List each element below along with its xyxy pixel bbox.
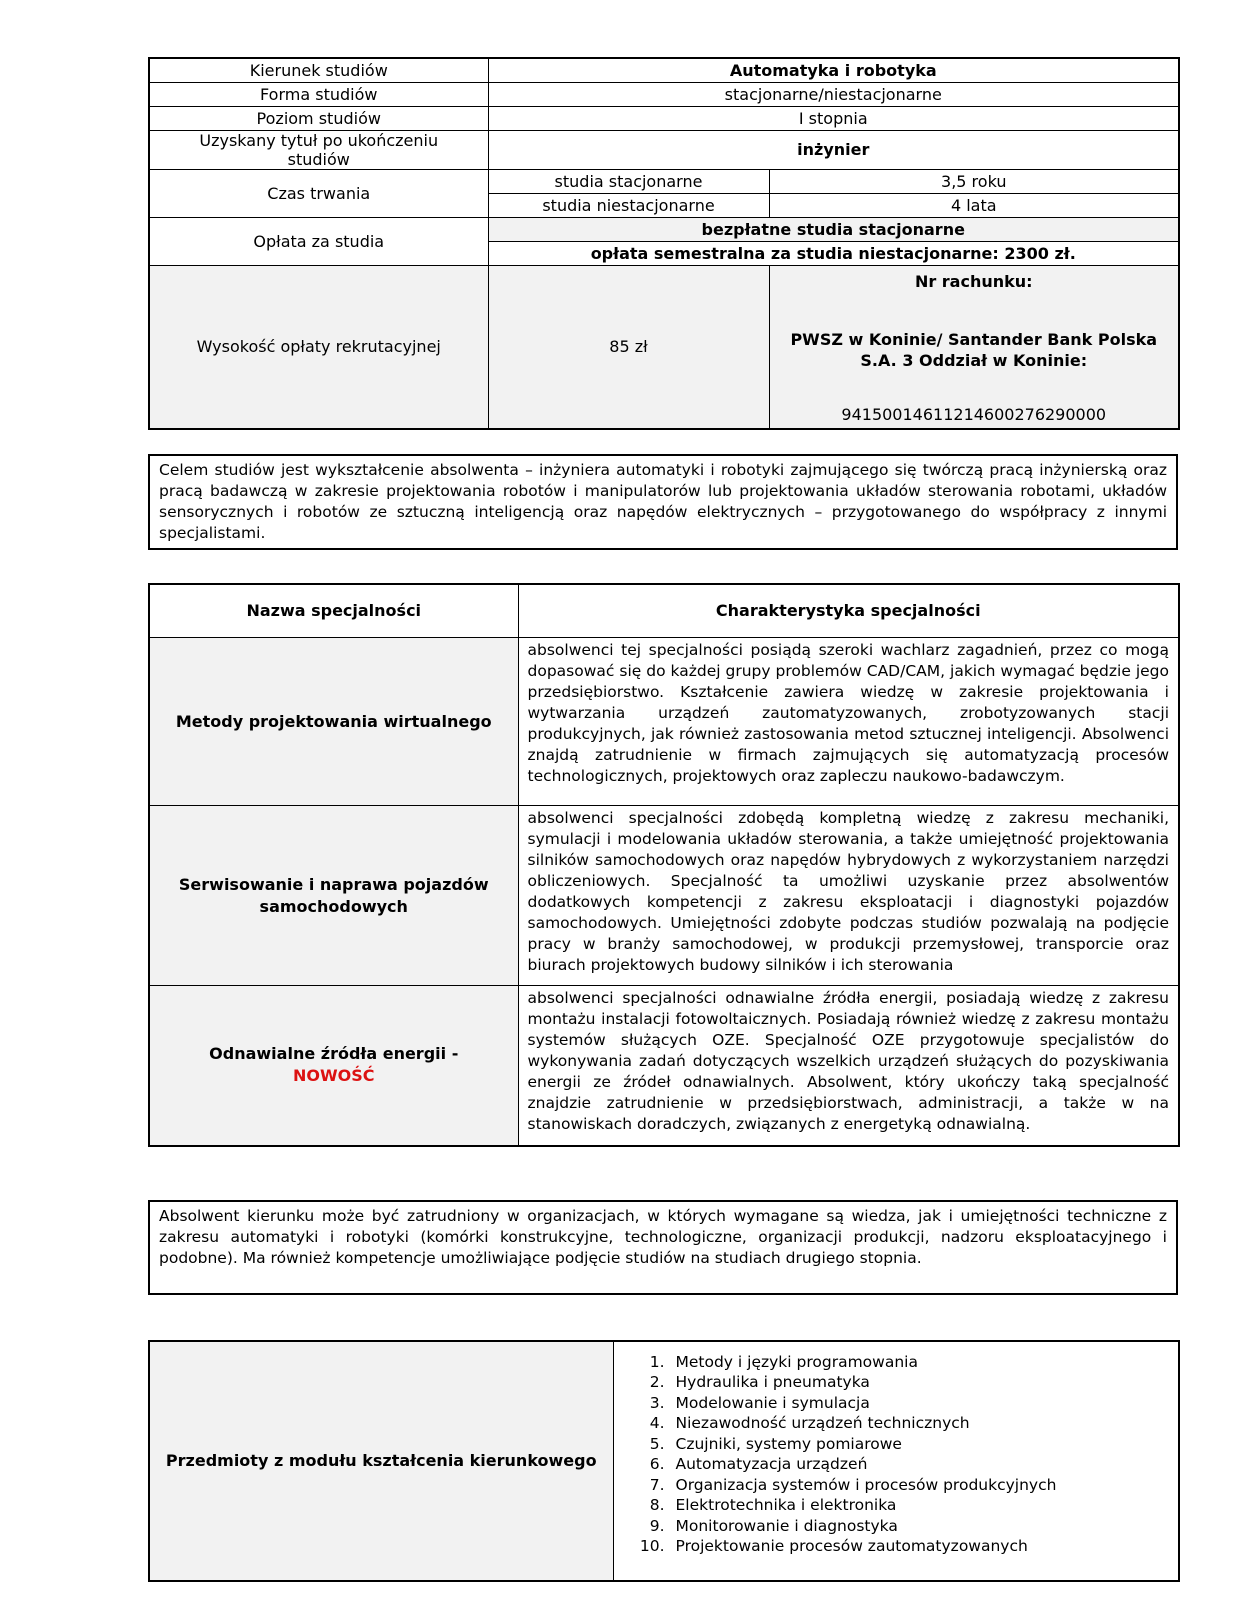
study-goal-paragraph: Celem studiów jest wykształcenie absolwenta – inżyniera automatyki i robotyki zajmującego się twórczą pracą inżynierską oraz pracą badawczą w zakresie projektowania robotów i manipulatorów lub projektowania układów sterowania robotami, układów sensorycznych i robotów ze sztuczną inteligencją oraz napędów elektrycznych – przygotowanego do współpracy z innymi specjalistami. — [148, 454, 1178, 550]
field-value: inżynier — [488, 130, 1179, 169]
new-badge: NOWOŚĆ — [292, 1066, 375, 1086]
field-value: Automatyka i robotyka — [488, 58, 1179, 82]
specialization-name — [149, 806, 518, 986]
document-page — [0, 57, 1239, 1609]
program-info-table — [148, 57, 1180, 430]
specialization-name-text: Serwisowanie i naprawa pojazdów samochodowych — [178, 874, 489, 916]
table-row — [149, 265, 1179, 429]
duration-mode: studia stacjonarne — [488, 169, 769, 193]
recruitment-fee-value: 85 zł — [488, 265, 769, 429]
account-heading: Nr rachunku: — [914, 271, 1033, 291]
duration-value: 4 lata — [769, 193, 1179, 217]
field-label: Poziom studiów — [149, 106, 488, 130]
field-value: I stopnia — [488, 106, 1179, 130]
table-row — [149, 217, 1179, 241]
field-label: Kierunek studiów — [149, 58, 488, 82]
field-label: Opłata za studia — [149, 217, 488, 265]
subject-item: 2. Hydraulika i pneumatyka — [670, 1372, 1175, 1393]
table-header-row — [149, 584, 1179, 638]
specialization-description: absolwenci specjalności odnawialne źródła energii, posiadają wiedzę z zakresu montażu instalacji fotowoltaicznych. Posiadają również wiedzę z zakresu montażu systemów służących OZE. Specjalność OZE przygotowuje specjalistów do wykonywania zadań dotyczących wszelkich urządzeń służących do pozyskiwania energii ze źródeł odnawialnych. Absolwent, który ukończy taką specjalność znajdzie zatrudnienie w przedsiębiorstwach, administracji, a także w na stanowiskach doradczych, związanych z energetyką odnawialną. — [518, 986, 1179, 1146]
tuition-fee-note: opłata semestralna za studia niestacjonarne: 2300 zł. — [488, 241, 1179, 265]
field-label: Wysokość opłaty rekrutacyjnej — [149, 265, 488, 429]
subject-item: 9. Monitorowanie i diagnostyka — [670, 1516, 1175, 1537]
subject-list — [614, 1350, 1175, 1557]
field-value: stacjonarne/niestacjonarne — [488, 82, 1179, 106]
graduate-employment-paragraph: Absolwent kierunku może być zatrudniony w organizacjach, w których wymagane są wiedza, jak i umiejętności techniczne z zakresu automatyki i robotyki (komórki konstrukcyjne, technologiczne, organizacji produkcji, nadzoru eksploatacyjnego i podobne). Ma również kompetencje umożliwiające podjęcie studiów na studiach drugiego stopnia. — [148, 1200, 1178, 1295]
subject-item: 5. Czujniki, systemy pomiarowe — [670, 1434, 1175, 1455]
duration-value: 3,5 roku — [769, 169, 1179, 193]
table-row — [149, 58, 1179, 82]
duration-mode: studia niestacjonarne — [488, 193, 769, 217]
specialization-description: absolwenci specjalności zdobędą kompletną wiedzę z zakresu mechaniki, symulacji i modelowania układów sterowania, a także umiejętność projektowania silników samochodowych oraz napędów hybrydowych z wykorzystaniem narzędzi obliczeniowych. Specjalność ta umożliwi uzyskanie przez absolwentów dodatkowych kompetencji z zakresu eksploatacji i diagnostyki pojazdów samochodowych. Umiejętności zdobyte podczas studiów pozwalają na podjęcie pracy w branży samochodowej, w produkcji przemysłowej, transporcie oraz biurach projektowych budowy silników i ich sterowania — [518, 806, 1179, 986]
subject-item: 4. Niezawodność urządzeń technicznych — [670, 1413, 1175, 1434]
subject-item: 7. Organizacja systemów i procesów produkcyjnych — [670, 1475, 1175, 1496]
subject-item: 8. Elektrotechnika i elektronika — [670, 1495, 1175, 1516]
field-label: Czas trwania — [149, 169, 488, 217]
subject-item: 3. Modelowanie i symulacja — [670, 1393, 1175, 1414]
subjects-table — [148, 1340, 1180, 1582]
subject-item: 1. Metody i języki programowania — [670, 1352, 1175, 1373]
column-header-description: Charakterystyka specjalności — [518, 584, 1179, 638]
specialization-name — [149, 638, 518, 806]
table-row — [149, 986, 1179, 1146]
table-row — [149, 1341, 1179, 1581]
account-number: 94150014611214600276290000 — [841, 404, 1107, 424]
specialization-name — [149, 986, 518, 1146]
bank-account-cell — [769, 265, 1179, 429]
field-label: Uzyskany tytuł po ukończeniu studiów — [149, 130, 488, 169]
table-row — [149, 806, 1179, 986]
table-row — [149, 169, 1179, 193]
subject-item: 10. Projektowanie procesów zautomatyzowanych — [670, 1536, 1175, 1557]
table-row — [149, 82, 1179, 106]
table-row — [149, 130, 1179, 169]
subjects-module-label: Przedmioty z modułu kształcenia kierunkowego — [149, 1341, 613, 1581]
subject-item: 6. Automatyzacja urządzeń — [670, 1454, 1175, 1475]
column-header-name: Nazwa specjalności — [149, 584, 518, 638]
specialization-name-text: Metody projektowania wirtualnego — [175, 711, 492, 731]
account-holder: PWSZ w Koninie/ Santander Bank Polska S.A. 3 Oddział w Koninie: — [790, 329, 1158, 370]
specialization-name-text: Odnawialne źródła energii - — [209, 1044, 459, 1064]
tuition-free-note: bezpłatne studia stacjonarne — [488, 217, 1179, 241]
field-label: Forma studiów — [149, 82, 488, 106]
subjects-list-cell — [613, 1341, 1179, 1581]
specialization-description: absolwenci tej specjalności posiądą szeroki wachlarz zagadnień, przez co mogą dopasować się do każdej grupy problemów CAD/CAM, jakich wymagać będzie jego przedsiębiorstwo. Kształcenie zawiera wiedzę w zakresie projektowania i wytwarzania urządzeń zautomatyzowanych, zrobotyzowanych stacji produkcyjnych, jak również zastosowania metod sztucznej inteligencji. Absolwenci znajdą zatrudnienie w firmach zajmujących się automatyzacją procesów technologicznych, projektowych oraz zapleczu naukowo-badawczym. — [518, 638, 1179, 806]
specializations-table — [148, 583, 1180, 1147]
table-row — [149, 638, 1179, 806]
table-row — [149, 106, 1179, 130]
